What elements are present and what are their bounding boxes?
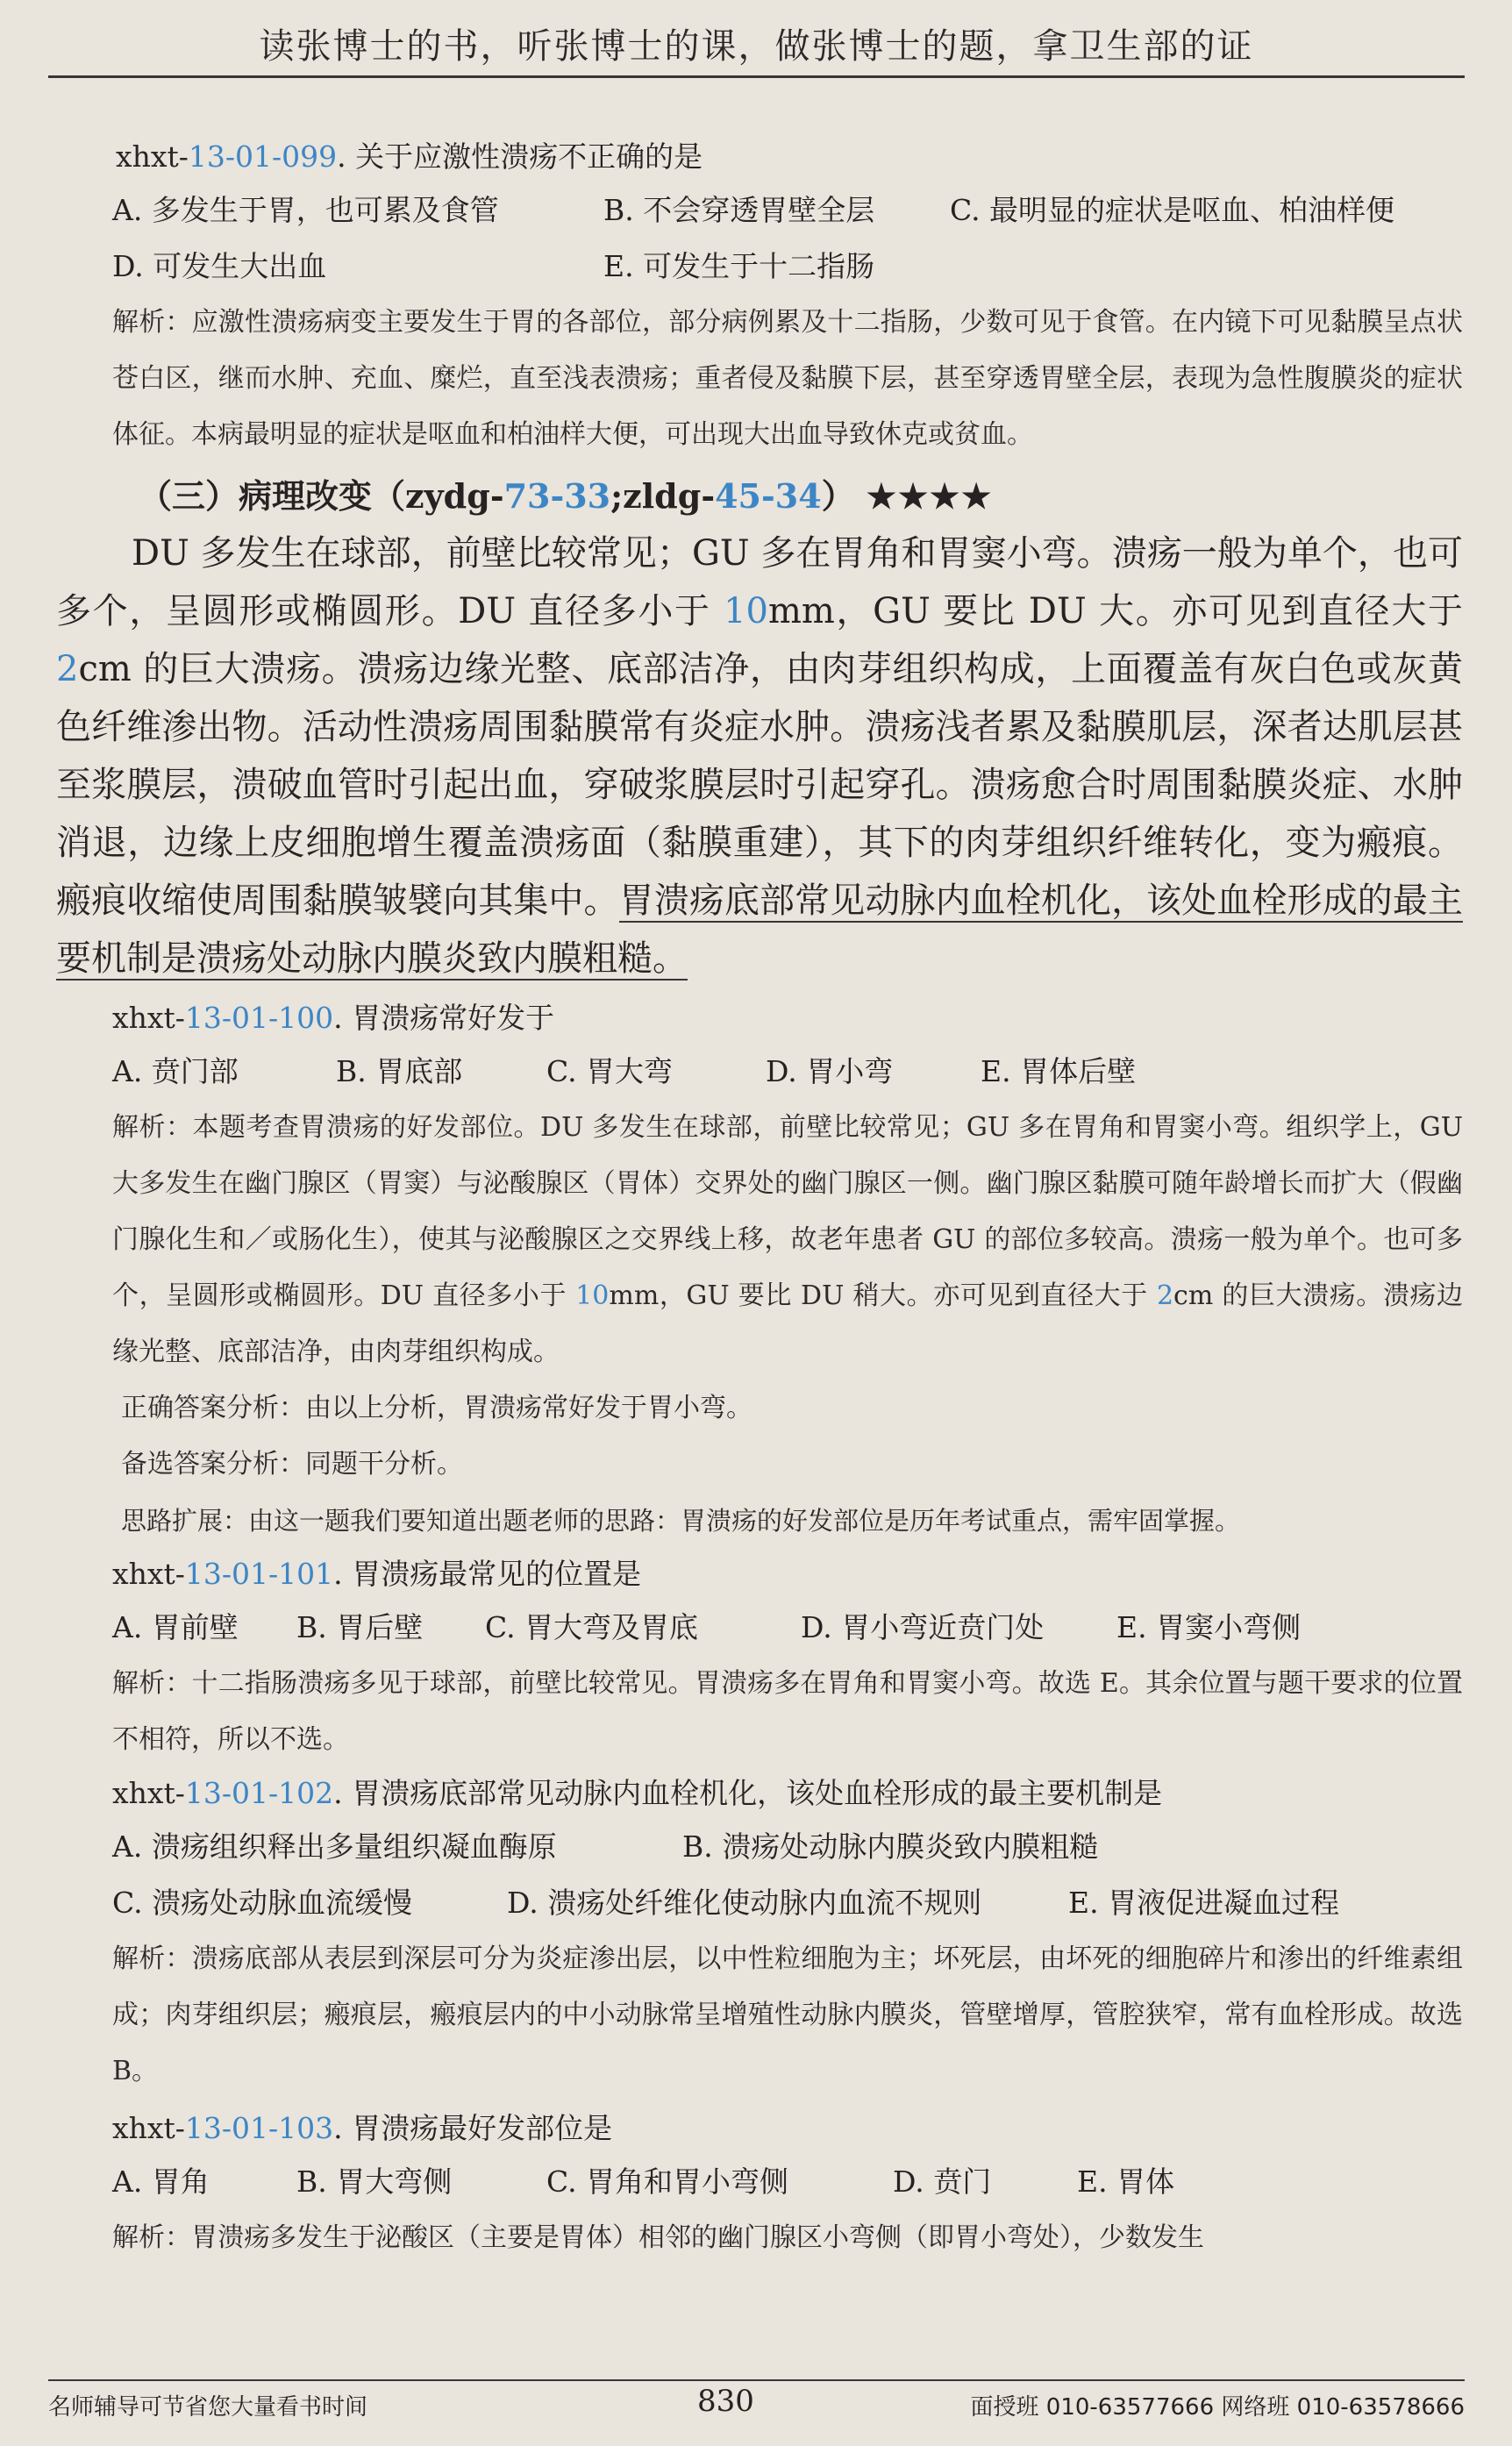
option-c: C. 溃疡处动脉血流缓慢 bbox=[112, 1886, 413, 1920]
page-content bbox=[56, 132, 1464, 2266]
thinking-extension: 思路扩展：由这一题我们要知道出题老师的思路：胃溃疡的好发部位是历年考试重点，需牢固掌握。 bbox=[121, 1506, 1241, 1536]
body-text-1: DU 多发生在球部，前壁比较常见；GU 多在胃角和胃窦小弯。溃疡一般为单个，也可多个，呈圆形或椭圆形。DU 直径多小于 bbox=[56, 533, 1463, 631]
option-e: E. 可发生于十二指肠 bbox=[603, 249, 875, 283]
section-code-2-prefix: zldg- bbox=[623, 476, 716, 516]
question-103 bbox=[112, 2103, 1463, 2154]
option-b: B. 胃后壁 bbox=[296, 1610, 424, 1644]
body-text-3: cm 的巨大溃疡。溃疡边缘光整、底部洁净，由肉芽组织构成，上面覆盖有灰白色或灰黄色纤维渗出物。活动性溃疡周围黏膜常有炎症水肿。溃疡浅者累及黏膜肌层，深者达肌层甚至浆膜层，溃破血管时引起出血，穿破浆膜层时引起穿孔。溃疡愈合时周围黏膜炎症、水肿消退，边缘上皮细胞增生覆盖溃疡面（黏膜重建），其下的肉芽组织纤维转化，变为瘢痕。瘢痕收缩使周围黏膜皱襞向其集中。 bbox=[56, 649, 1463, 921]
section-code-2-number: 45-34 bbox=[715, 476, 822, 516]
analysis-text-1: 解析：本题考查胃溃疡的好发部位。DU 多发生在球部，前壁比较常见；GU 多在胃角和胃窦小弯。组织学上，GU 大多发生在幽门腺区（胃窦）与泌酸腺区（胃体）交界处的幽门腺区一侧。幽门腺区黏膜可随年龄增长而扩大（假幽门腺化生和／或肠化生），使其与泌酸腺区之交界线上移，故老年患者 GU 的部位多较高。溃疡一般为单个。也可多个，呈圆形或椭圆形。DU 直径多小于 bbox=[112, 1112, 1463, 1311]
body-text-2: mm，GU 要比 DU 大。亦可见到直径大于 bbox=[768, 591, 1464, 631]
options-102-row2 bbox=[112, 1875, 1463, 1931]
page-number: 830 bbox=[697, 2384, 754, 2419]
option-d: D. 胃小弯近贲门处 bbox=[801, 1610, 1045, 1644]
option-a: A. 溃疡组织释出多量组织凝血酶原 bbox=[112, 1829, 557, 1864]
option-c: C. 胃大弯及胃底 bbox=[485, 1610, 699, 1644]
option-e: E. 胃液促进凝血过程 bbox=[1068, 1886, 1340, 1920]
question-101 bbox=[112, 1549, 1463, 1600]
options-099-row1 bbox=[112, 182, 1463, 239]
body-paragraph bbox=[56, 524, 1463, 988]
analysis-text-3: cm 的巨大溃疡。溃疡边缘光整、底部洁净，由肉芽组织构成。 bbox=[112, 1280, 1463, 1367]
section-code-1-number: 73-33 bbox=[503, 476, 611, 516]
option-a: A. 贲门部 bbox=[112, 1054, 239, 1088]
options-102-row1 bbox=[112, 1819, 1463, 1875]
question-stem: . 胃溃疡常好发于 bbox=[333, 1001, 555, 1035]
section-code-separator: ; bbox=[610, 476, 624, 516]
question-stem: . 胃溃疡底部常见动脉内血栓机化，该处血栓形成的最主要机制是 bbox=[333, 1776, 1163, 1810]
option-d: D. 可发生大出血 bbox=[112, 249, 327, 283]
underlined-key-point: 胃溃疡底部常见动脉内血栓机化，该处血栓形成的最主要机制是溃疡处动脉内膜炎致内膜粗糙。 bbox=[56, 881, 1463, 979]
question-id-number: 13-01-102 bbox=[184, 1776, 334, 1810]
section-close-paren: ） bbox=[821, 476, 855, 516]
question-id-prefix: xhxt- bbox=[112, 2111, 185, 2145]
option-c: C. 最明显的症状是呕血、柏油样便 bbox=[950, 193, 1395, 227]
option-e: E. 胃体 bbox=[1077, 2164, 1175, 2199]
analysis-number-2: 2 bbox=[1156, 1280, 1174, 1311]
option-c: C. 胃大弯 bbox=[546, 1054, 674, 1088]
analysis-text-2: mm，GU 要比 DU 稍大。亦可见到直径大于 bbox=[609, 1280, 1157, 1311]
page-footer bbox=[48, 2384, 1465, 2428]
options-101 bbox=[112, 1600, 1463, 1656]
option-e: E. 胃窦小弯侧 bbox=[1116, 1610, 1302, 1644]
option-b: B. 不会穿透胃壁全层 bbox=[603, 193, 875, 227]
option-b: B. 溃疡处动脉内膜炎致内膜粗糙 bbox=[682, 1829, 1099, 1864]
header-divider bbox=[48, 75, 1465, 78]
analysis-099: 解析：应激性溃疡病变主要发生于胃的各部位，部分病例累及十二指肠，少数可见于食管。在内镜下可见黏膜呈点状苍白区，继而水肿、充血、糜烂，直至浅表溃疡；重者侵及黏膜下层，甚至穿透胃壁全层，表现为急性腹膜炎的症状体征。本病最明显的症状是呕血和柏油样大便，可出现大出血导致休克或贫血。 bbox=[112, 307, 1463, 450]
options-099-row2 bbox=[112, 239, 1463, 295]
option-a: A. 胃前壁 bbox=[112, 1610, 239, 1644]
alternative-answer-analysis: 备选答案分析：同题干分析。 bbox=[121, 1449, 463, 1480]
option-c: C. 胃角和胃小弯侧 bbox=[546, 2164, 789, 2199]
question-100 bbox=[112, 993, 1463, 1044]
option-e: E. 胃体后壁 bbox=[981, 1054, 1137, 1088]
analysis-102: 解析：溃疡底部从表层到深层可分为炎症渗出层，以中性粒细胞为主；坏死层，由坏死的细胞碎片和渗出的纤维素组成；肉芽组织层；瘢痕层，瘢痕层内的中小动脉常呈增殖性动脉内膜炎，管壁增厚，管腔狭窄，常有血栓形成。故选 B。 bbox=[112, 1943, 1463, 2086]
question-id-number: 13-01-101 bbox=[184, 1557, 334, 1591]
question-099 bbox=[116, 132, 1463, 182]
option-d: D. 贲门 bbox=[893, 2164, 992, 2199]
options-103 bbox=[112, 2154, 1463, 2210]
section-code-1-prefix: zydg- bbox=[405, 476, 504, 516]
analysis-101: 解析：十二指肠溃疡多见于球部，前壁比较常见。胃溃疡多在胃角和胃窦小弯。故选 E。其余位置与题干要求的位置不相符，所以不选。 bbox=[112, 1668, 1463, 1755]
footer-slogan: 名师辅导可节省您大量看书时间 bbox=[48, 2394, 368, 2421]
question-id-prefix: xhxt- bbox=[112, 1557, 185, 1591]
question-stem: . 胃溃疡最好发部位是 bbox=[333, 2111, 613, 2145]
footer-divider bbox=[48, 2379, 1465, 2381]
section-heading bbox=[139, 468, 1463, 524]
running-header: 读张博士的书，听张博士的课，做张博士的题，拿卫生部的证 bbox=[259, 26, 1254, 67]
question-id-number: 13-01-099 bbox=[188, 139, 338, 174]
options-100 bbox=[112, 1044, 1463, 1100]
analysis-100 bbox=[56, 1100, 1463, 1380]
option-b: B. 胃底部 bbox=[336, 1054, 463, 1088]
question-stem: . 关于应激性溃疡不正确的是 bbox=[337, 139, 703, 174]
footer-contact: 面授班 010-63577666 网络班 010-63578666 bbox=[970, 2394, 1465, 2421]
question-id-number: 13-01-100 bbox=[184, 1001, 334, 1035]
question-id-prefix: xhxt- bbox=[112, 1001, 185, 1035]
question-stem: . 胃溃疡最常见的位置是 bbox=[333, 1557, 642, 1591]
section-title: （三）病理改变（ bbox=[139, 476, 406, 516]
option-d: D. 胃小弯 bbox=[766, 1054, 894, 1088]
question-id-prefix: xhxt- bbox=[112, 1776, 185, 1810]
question-id-number: 13-01-103 bbox=[184, 2111, 334, 2145]
analysis-103: 解析：胃溃疡多发生于泌酸区（主要是胃体）相邻的幽门腺区小弯侧（即胃小弯处），少数发生 bbox=[112, 2222, 1204, 2253]
option-a: A. 胃角 bbox=[112, 2164, 210, 2199]
option-b: B. 胃大弯侧 bbox=[296, 2164, 453, 2199]
analysis-number-10: 10 bbox=[575, 1280, 610, 1311]
option-a: A. 多发生于胃，也可累及食管 bbox=[112, 193, 499, 227]
question-id-prefix: xhxt- bbox=[116, 139, 189, 174]
body-number-10: 10 bbox=[724, 591, 768, 631]
question-102 bbox=[112, 1768, 1463, 1819]
correct-answer-analysis: 正确答案分析：由以上分析，胃溃疡常好发于胃小弯。 bbox=[121, 1393, 752, 1423]
importance-stars: ★★★★ bbox=[866, 476, 994, 516]
body-number-2: 2 bbox=[56, 649, 79, 689]
option-d: D. 溃疡处纤维化使动脉内血流不规则 bbox=[507, 1886, 982, 1920]
